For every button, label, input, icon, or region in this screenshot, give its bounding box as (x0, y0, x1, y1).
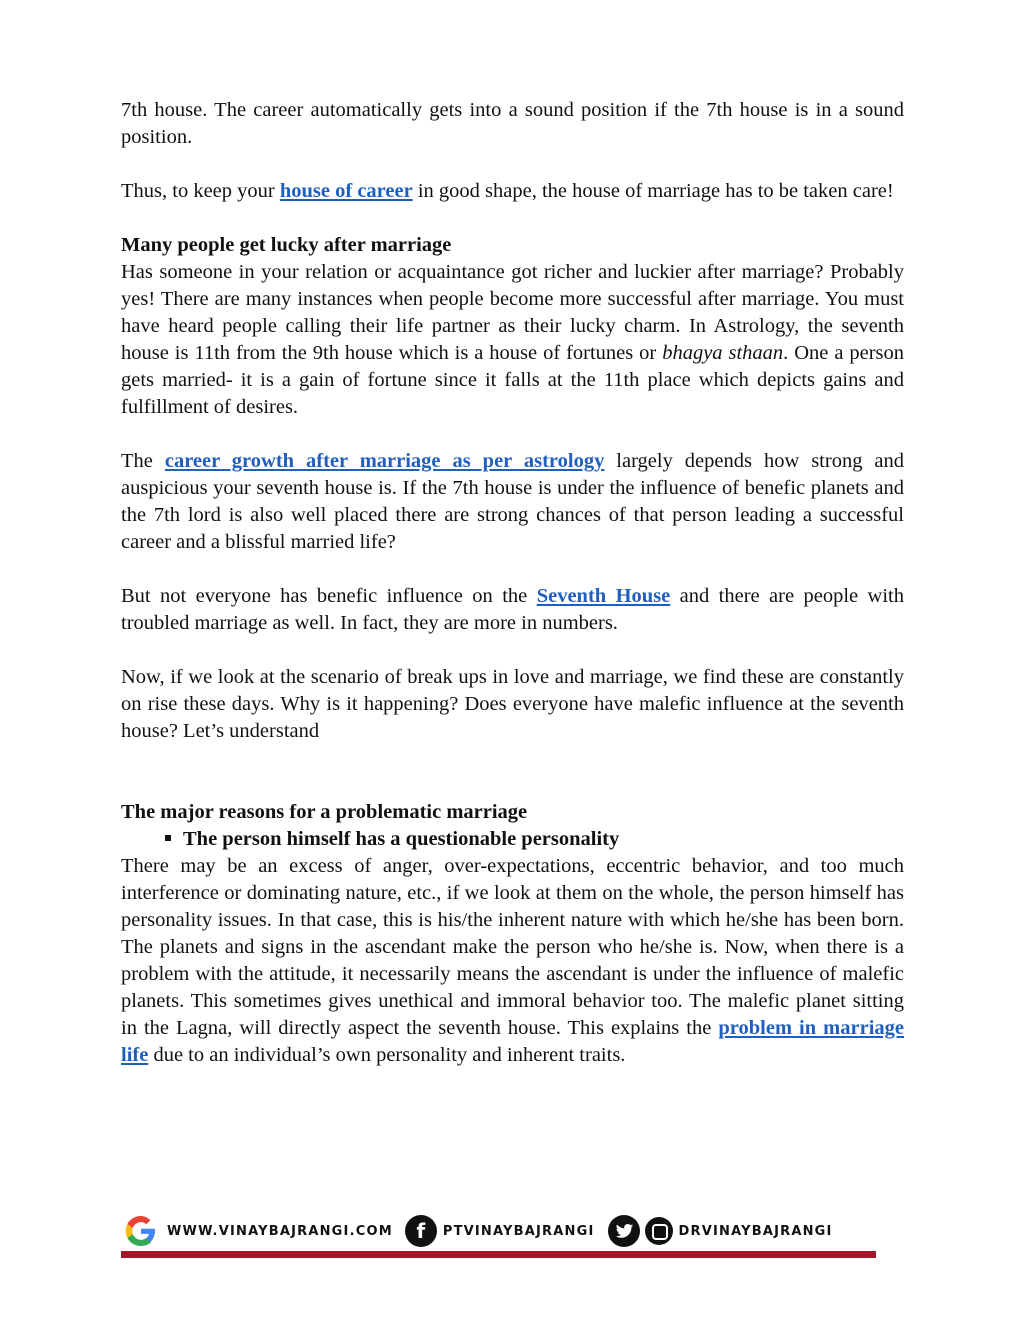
paragraph: There may be an excess of anger, over-expectations, eccentric behavior, and too much interference or dominating nature, etc., if we look at them on the whole, the person himself has personality issues. In that case, this is his/the inherent nature with which he/she has been born. The planets and signs in the ascendant make the person who he/she is. Now, when there is a problem with the attitude, it necessarily means the ascendant is under the influence of malefic planets. This sometimes gives unethical and immoral behavior too. The malefic planet sitting in the Lagna, will directly aspect the seventh house. This explains the problem in marriage life due to an individual’s own personality and inherent traits. (121, 855, 904, 1066)
section-heading: Many people get lucky after marriage (121, 234, 452, 256)
bullet-icon (165, 835, 171, 841)
career-growth-link[interactable]: career growth after marriage as per astrology (164, 450, 605, 472)
paragraph: Thus, to keep your house of career in good shape, the house of marriage has to be taken care! (121, 180, 894, 202)
paragraph: Now, if we look at the scenario of break ups in love and marriage, we find these are constantly on rise these days. Why is it happening? Does everyone have malefic influence at the seventh house? Let’s understand (121, 666, 904, 742)
article-body (121, 97, 904, 1069)
paragraph: But not everyone has benefic influence on the Seventh House and there are people with troubled marriage as well. In fact, they are more in numbers. (121, 585, 904, 634)
paragraph: 7th house. The career automatically gets into a sound position if the 7th house is in a sound position. (121, 99, 904, 148)
problem-in-marriage-life-link[interactable]: problem in marriage life (121, 1017, 904, 1066)
twitter-icon[interactable] (607, 1214, 641, 1248)
paragraph: The career growth after marriage as per astrology largely depends how strong and auspicious your seventh house is. If the 7th house is under the influence of benefic planets and the 7th lord is also well placed there are strong chances of that person leading a successful career and a blissful married life? (121, 450, 905, 553)
facebook-icon[interactable]: f (405, 1215, 437, 1247)
google-icon (121, 1211, 161, 1251)
footer-row (121, 1211, 876, 1251)
facebook-label[interactable]: PTVINAYBAJRANGI (442, 1223, 595, 1239)
instagram-icon[interactable] (645, 1217, 673, 1245)
list-item: The person himself has a questionable personality (121, 826, 904, 853)
website-label[interactable]: WWW.VINAYBAJRANGI.COM (167, 1223, 393, 1239)
paragraph: Has someone in your relation or acquaintance got richer and luckier after marriage? Probably yes! There are many instances when people become more successful after marriage. You must have heard people calling their life partner as their lucky charm. In Astrology, the seventh house is 11th from the 9th house which is a house of fortunes or bhagya sthaan. One a person gets married- it is a gain of fortune since it falls at the 11th place which depicts gains and fulfillment of desires. (121, 261, 905, 418)
social-handle-label[interactable]: DRVINAYBAJRANGI (678, 1223, 833, 1239)
footer-accent-bar (121, 1251, 876, 1258)
spacer (121, 772, 904, 799)
seventh-house-link[interactable]: Seventh House (536, 585, 671, 607)
footer-banner (121, 1211, 876, 1261)
section-heading: The major reasons for a problematic marriage (121, 801, 528, 823)
house-of-career-link[interactable]: house of career (279, 180, 413, 202)
